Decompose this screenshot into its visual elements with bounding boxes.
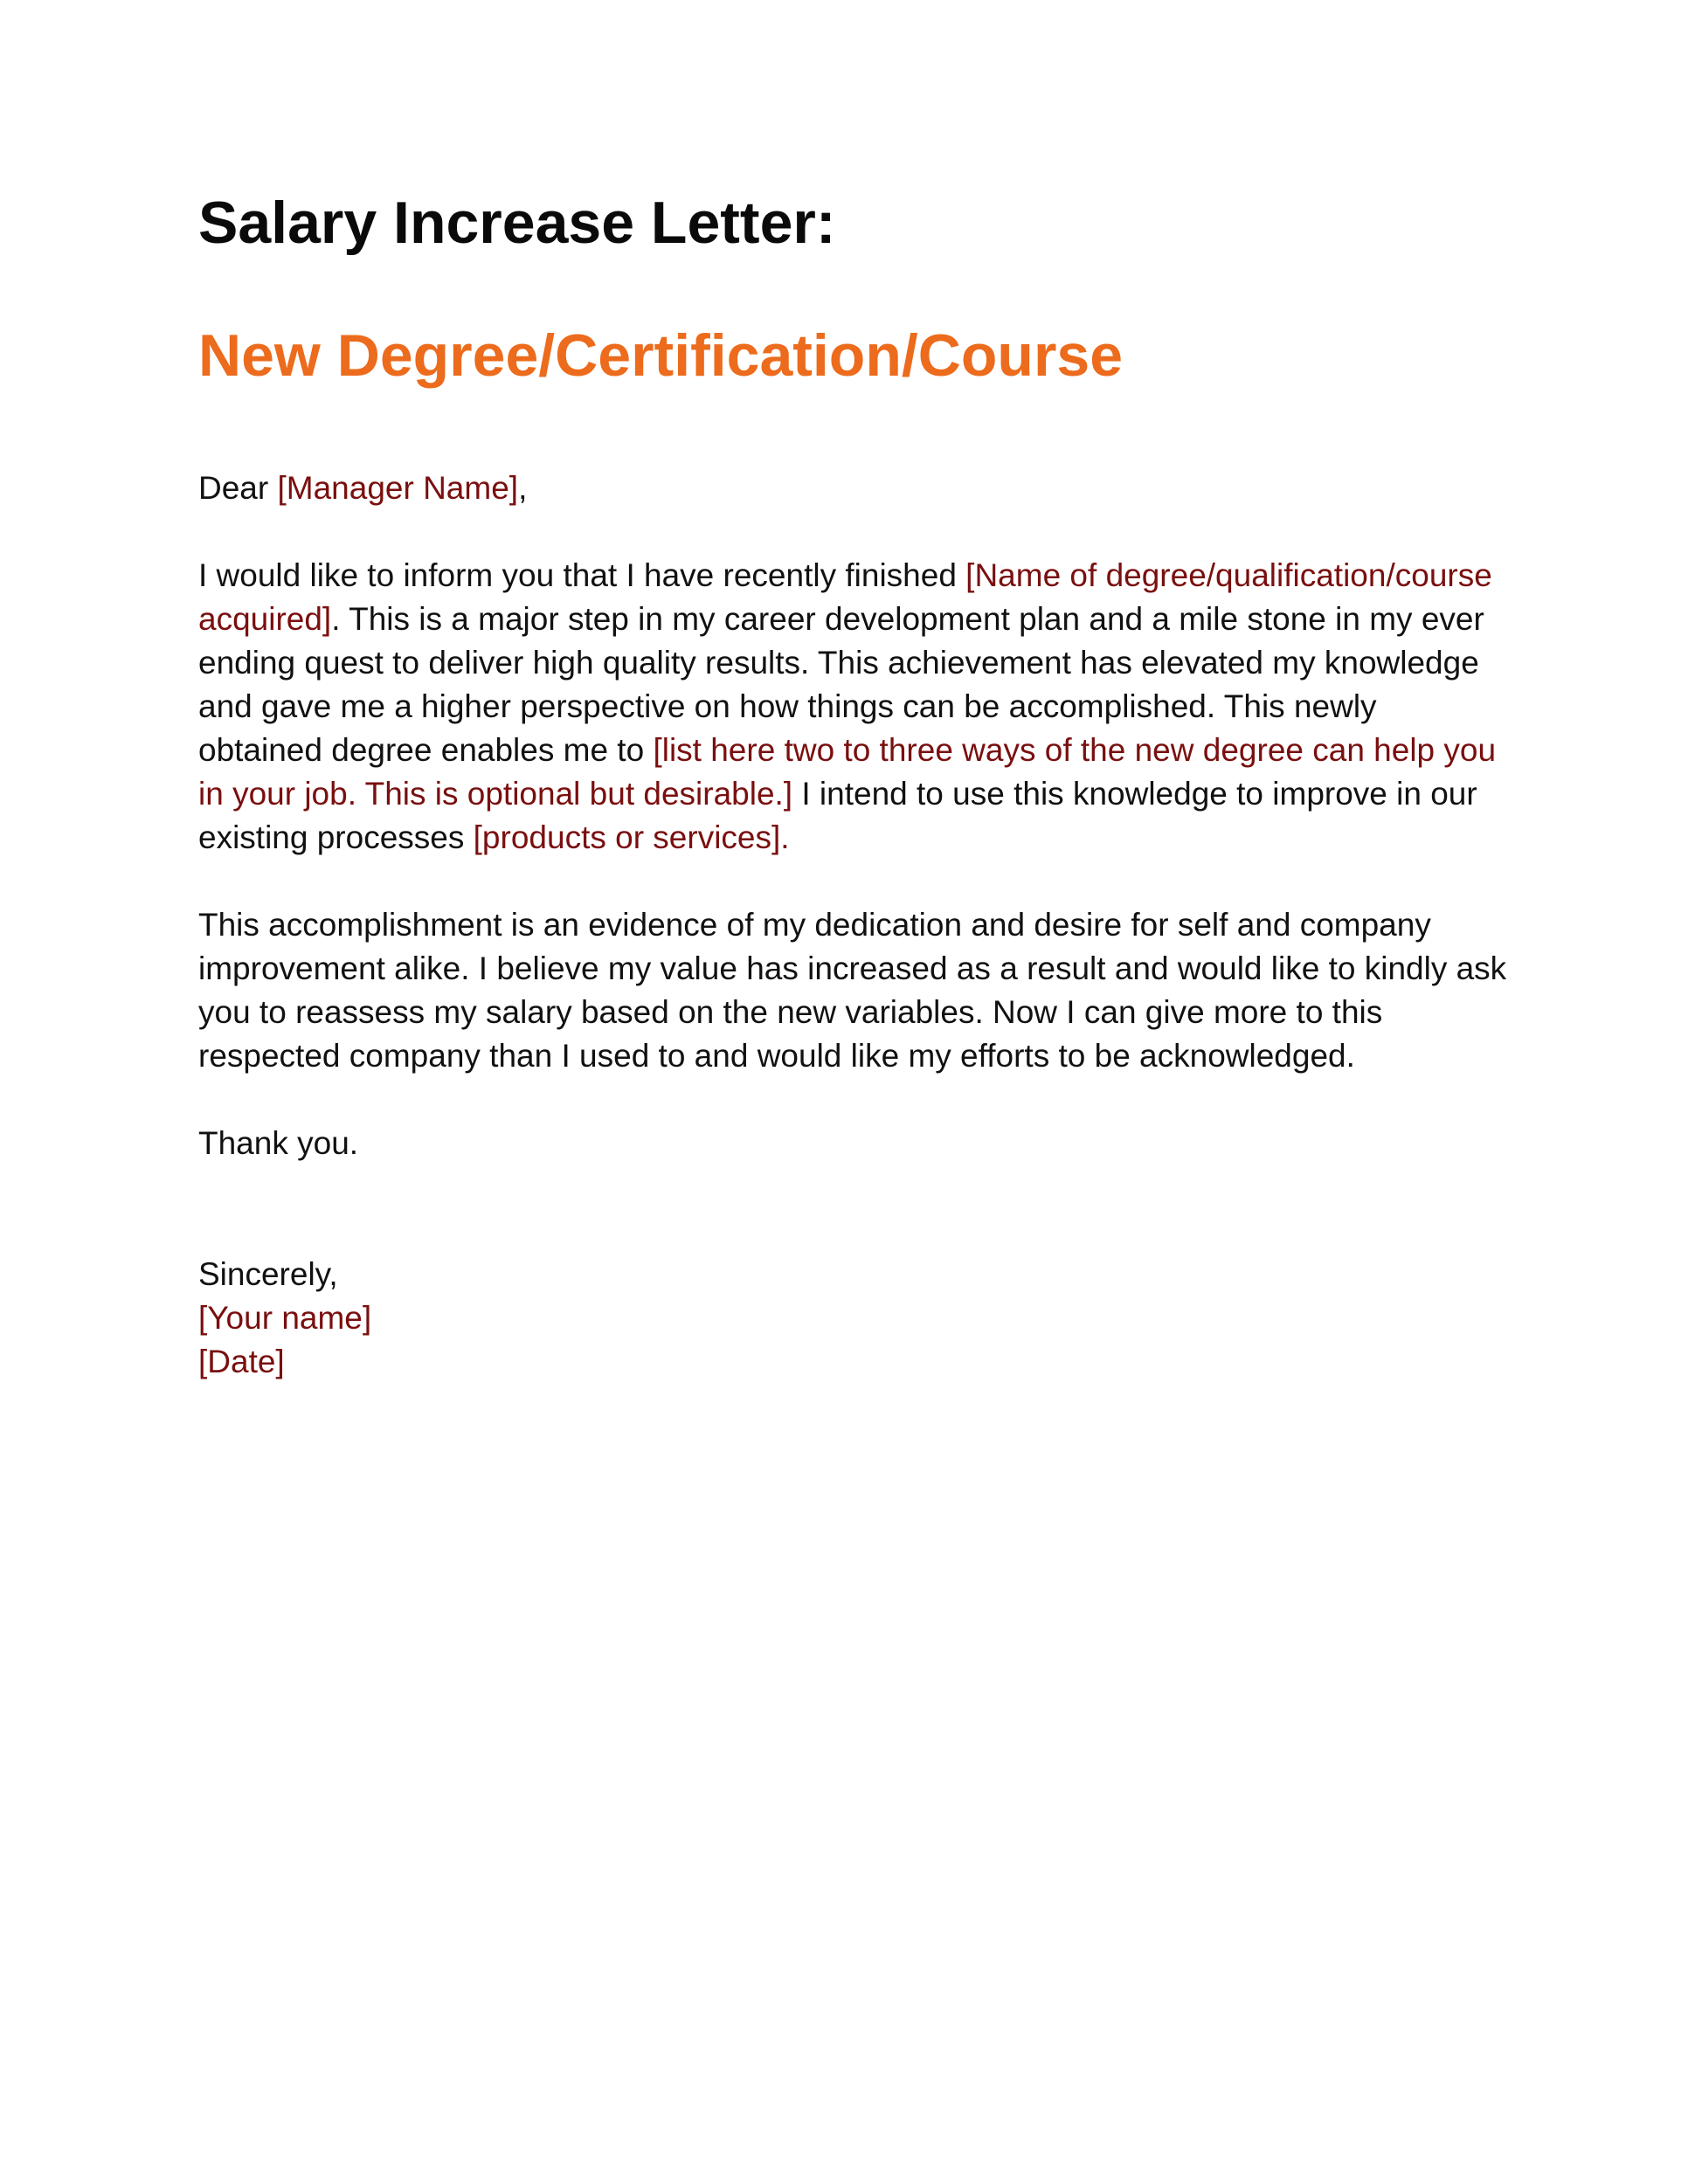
letter-subtitle: New Degree/Certification/Course xyxy=(198,321,1124,389)
letter-page xyxy=(198,188,1509,1384)
closing-line: Sincerely, xyxy=(198,1256,338,1293)
paragraph1-text4: . xyxy=(780,819,790,856)
paragraph-salary-request: This accomplishment is an evidence of my dedication and desire for self and company improvement alike. I believe my value has increased as a result and would like to kindly ask you to reassess my salary based on the new variables. Now I can give more to this respected company than I used to and would like my efforts to be acknowledged. xyxy=(198,907,1507,1075)
manager-name-placeholder: [Manager Name] xyxy=(277,470,519,507)
thanks-line: Thank you. xyxy=(198,1125,359,1162)
products-services-placeholder: [products or services] xyxy=(473,819,781,856)
paragraph-degree-info xyxy=(198,554,1509,860)
salutation-prefix: Dear xyxy=(198,470,278,507)
paragraph1-text1: I would like to inform you that I have recently finished xyxy=(198,557,966,594)
paragraph1-text2: . This is a major step in my career development plan and a mile stone in my ever ending quest to deliver high quality results. This achievement has elevated my knowledge and gave me a higher perspective on how things can be accomplished. This newly obtained degree enables me to xyxy=(198,601,1484,769)
letter-title: Salary Increase Letter: xyxy=(198,190,836,256)
degree-name-placeholder: [Name of degree/qualification/course acquired] xyxy=(198,557,1492,638)
paragraph1-text3: I intend to use this knowledge to improve in our existing processes xyxy=(198,776,1477,856)
date-placeholder: [Date] xyxy=(198,1344,285,1380)
salutation-suffix: , xyxy=(518,470,528,507)
your-name-placeholder: [Your name] xyxy=(198,1300,372,1337)
salutation xyxy=(198,467,1509,510)
benefits-placeholder: [list here two to three ways of the new degree can help you in your job. This is optional but desirable.] xyxy=(198,732,1497,812)
